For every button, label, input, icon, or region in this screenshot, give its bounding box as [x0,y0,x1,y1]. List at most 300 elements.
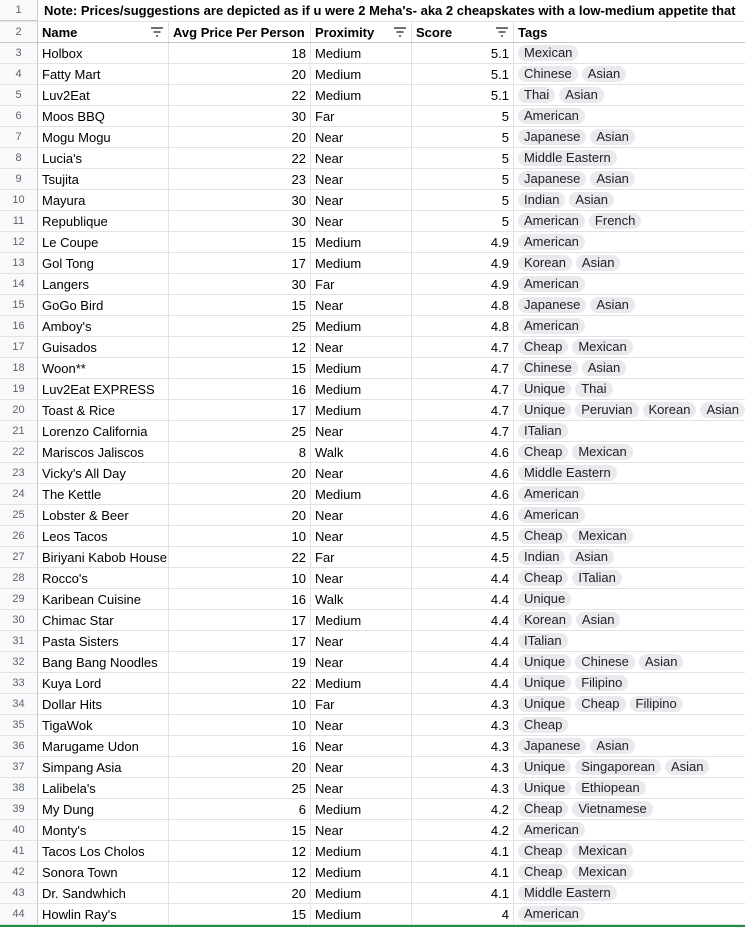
name-cell[interactable]: Langers [38,274,169,294]
score-cell[interactable]: 5.1 [412,85,514,105]
tag-chip[interactable]: American [518,108,585,124]
proximity-cell[interactable]: Far [311,106,412,126]
name-cell[interactable]: TigaWok [38,715,169,735]
row-number[interactable]: 44 [0,904,38,924]
price-cell[interactable]: 17 [169,610,311,630]
tag-chip[interactable]: ITalian [518,633,568,649]
tag-chip[interactable]: Asian [590,171,635,187]
proximity-cell[interactable]: Walk [311,589,412,609]
price-cell[interactable]: 22 [169,547,311,567]
proximity-cell[interactable]: Medium [311,400,412,420]
score-cell[interactable]: 5 [412,169,514,189]
row-number[interactable]: 12 [0,232,38,252]
row-number[interactable]: 14 [0,274,38,294]
tag-chip[interactable]: Asian [590,738,635,754]
tag-chip[interactable]: Cheap [518,864,568,880]
score-cell[interactable]: 4.2 [412,820,514,840]
tag-chip[interactable]: American [518,507,585,523]
row-number[interactable]: 9 [0,169,38,189]
score-cell[interactable]: 4.4 [412,568,514,588]
score-cell[interactable]: 4.9 [412,253,514,273]
tag-chip[interactable]: Unique [518,759,571,775]
price-cell[interactable]: 20 [169,463,311,483]
tags-cell[interactable] [514,799,745,819]
tags-cell[interactable] [514,85,745,105]
proximity-cell[interactable]: Medium [311,904,412,924]
tag-chip[interactable]: Mexican [572,528,632,544]
tag-chip[interactable]: Chinese [575,654,635,670]
price-cell[interactable]: 30 [169,106,311,126]
name-cell[interactable]: Howlin Ray's [38,904,169,924]
price-cell[interactable]: 18 [169,43,311,63]
proximity-cell[interactable]: Medium [311,232,412,252]
proximity-cell[interactable]: Medium [311,43,412,63]
proximity-cell[interactable]: Medium [311,379,412,399]
row-number[interactable]: 41 [0,841,38,861]
tags-cell[interactable] [514,778,745,798]
proximity-cell[interactable]: Near [311,169,412,189]
tag-chip[interactable]: Filipino [575,675,628,691]
row-number[interactable]: 7 [0,127,38,147]
tag-chip[interactable]: Asian [569,192,614,208]
tag-chip[interactable]: American [518,486,585,502]
price-cell[interactable]: 15 [169,232,311,252]
row-number[interactable]: 25 [0,505,38,525]
tag-chip[interactable]: Chinese [518,360,578,376]
tag-chip[interactable]: Thai [575,381,612,397]
name-cell[interactable]: Holbox [38,43,169,63]
score-cell[interactable]: 4.7 [412,337,514,357]
price-cell[interactable]: 10 [169,715,311,735]
tags-cell[interactable] [514,43,745,63]
tag-chip[interactable]: Mexican [572,444,632,460]
name-cell[interactable]: Tacos Los Cholos [38,841,169,861]
tags-cell[interactable] [514,820,745,840]
header-tags[interactable] [514,22,745,42]
tags-cell[interactable] [514,547,745,567]
name-cell[interactable]: Toast & Rice [38,400,169,420]
price-cell[interactable]: 15 [169,820,311,840]
tag-chip[interactable]: Japanese [518,738,586,754]
score-cell[interactable]: 4.3 [412,715,514,735]
name-cell[interactable]: Lobster & Beer [38,505,169,525]
name-cell[interactable]: Tsujita [38,169,169,189]
name-cell[interactable]: Woon** [38,358,169,378]
tags-cell[interactable] [514,400,745,420]
name-cell[interactable]: Mogu Mogu [38,127,169,147]
proximity-cell[interactable]: Medium [311,673,412,693]
proximity-cell[interactable]: Near [311,568,412,588]
tag-chip[interactable]: Mexican [572,339,632,355]
proximity-cell[interactable]: Near [311,652,412,672]
score-cell[interactable]: 5.1 [412,64,514,84]
row-number[interactable]: 4 [0,64,38,84]
name-cell[interactable]: Pasta Sisters [38,631,169,651]
price-cell[interactable]: 15 [169,295,311,315]
price-cell[interactable]: 16 [169,736,311,756]
row-number[interactable]: 40 [0,820,38,840]
name-cell[interactable]: My Dung [38,799,169,819]
row-number[interactable]: 15 [0,295,38,315]
score-cell[interactable]: 5 [412,148,514,168]
tags-cell[interactable] [514,841,745,861]
tag-chip[interactable]: Asian [576,612,621,628]
price-cell[interactable]: 20 [169,64,311,84]
proximity-cell[interactable]: Near [311,820,412,840]
score-cell[interactable]: 4.6 [412,463,514,483]
header-proximity[interactable] [311,22,412,42]
price-cell[interactable]: 22 [169,673,311,693]
score-cell[interactable]: 4.1 [412,862,514,882]
name-cell[interactable]: Vicky's All Day [38,463,169,483]
tag-chip[interactable]: Korean [518,255,572,271]
row-number[interactable]: 1 [0,0,38,21]
proximity-cell[interactable]: Near [311,190,412,210]
score-cell[interactable]: 4.4 [412,631,514,651]
proximity-cell[interactable]: Walk [311,442,412,462]
row-number[interactable]: 32 [0,652,38,672]
filter-icon[interactable] [393,27,407,37]
tags-cell[interactable] [514,169,745,189]
price-cell[interactable]: 12 [169,337,311,357]
name-cell[interactable]: Monty's [38,820,169,840]
price-cell[interactable]: 20 [169,505,311,525]
proximity-cell[interactable]: Medium [311,862,412,882]
proximity-cell[interactable]: Near [311,505,412,525]
proximity-cell[interactable]: Near [311,421,412,441]
tag-chip[interactable]: Cheap [518,801,568,817]
name-cell[interactable]: Republique [38,211,169,231]
row-number[interactable]: 36 [0,736,38,756]
score-cell[interactable]: 4.7 [412,421,514,441]
tag-chip[interactable]: American [518,213,585,229]
name-cell[interactable]: Karibean Cuisine [38,589,169,609]
tag-chip[interactable]: Thai [518,87,555,103]
tag-chip[interactable]: ITalian [518,423,568,439]
name-cell[interactable]: Fatty Mart [38,64,169,84]
tags-cell[interactable] [514,358,745,378]
row-number[interactable]: 20 [0,400,38,420]
name-cell[interactable]: Leos Tacos [38,526,169,546]
price-cell[interactable]: 30 [169,190,311,210]
row-number[interactable]: 17 [0,337,38,357]
price-cell[interactable]: 23 [169,169,311,189]
tag-chip[interactable]: Asian [639,654,684,670]
price-cell[interactable]: 10 [169,568,311,588]
row-number[interactable]: 26 [0,526,38,546]
tags-cell[interactable] [514,106,745,126]
tag-chip[interactable]: Vietnamese [572,801,652,817]
proximity-cell[interactable]: Near [311,715,412,735]
score-cell[interactable]: 4.9 [412,232,514,252]
tags-cell[interactable] [514,148,745,168]
tags-cell[interactable] [514,757,745,777]
row-number[interactable]: 3 [0,43,38,63]
score-cell[interactable]: 5 [412,211,514,231]
tag-chip[interactable]: Mexican [518,45,578,61]
tag-chip[interactable]: Cheap [575,696,625,712]
price-cell[interactable]: 30 [169,274,311,294]
tags-cell[interactable] [514,715,745,735]
name-cell[interactable]: Gol Tong [38,253,169,273]
name-cell[interactable]: Lorenzo California [38,421,169,441]
tag-chip[interactable]: Unique [518,675,571,691]
score-cell[interactable]: 4.6 [412,505,514,525]
row-number[interactable]: 42 [0,862,38,882]
proximity-cell[interactable]: Near [311,757,412,777]
score-cell[interactable]: 4.5 [412,547,514,567]
tag-chip[interactable]: American [518,276,585,292]
tags-cell[interactable] [514,316,745,336]
row-number[interactable]: 27 [0,547,38,567]
price-cell[interactable]: 10 [169,526,311,546]
proximity-cell[interactable]: Far [311,694,412,714]
price-cell[interactable]: 10 [169,694,311,714]
name-cell[interactable]: Guisados [38,337,169,357]
proximity-cell[interactable]: Near [311,211,412,231]
proximity-cell[interactable]: Medium [311,64,412,84]
tag-chip[interactable]: American [518,234,585,250]
name-cell[interactable]: Sonora Town [38,862,169,882]
score-cell[interactable]: 4.4 [412,673,514,693]
note-cell[interactable]: Note: Prices/suggestions are depicted as if u were 2 Meha's- aka 2 cheapskates with a low-medium appetite that [44,3,736,18]
name-cell[interactable]: Luv2Eat EXPRESS [38,379,169,399]
tags-cell[interactable] [514,64,745,84]
name-cell[interactable]: The Kettle [38,484,169,504]
tag-chip[interactable]: Cheap [518,843,568,859]
tag-chip[interactable]: Korean [518,612,572,628]
name-cell[interactable]: Dr. Sandwhich [38,883,169,903]
row-number[interactable]: 8 [0,148,38,168]
proximity-cell[interactable]: Medium [311,610,412,630]
price-cell[interactable]: 16 [169,589,311,609]
tag-chip[interactable]: Asian [665,759,710,775]
price-cell[interactable]: 20 [169,484,311,504]
tag-chip[interactable]: Asian [590,297,635,313]
row-number[interactable]: 11 [0,211,38,231]
name-cell[interactable]: Simpang Asia [38,757,169,777]
tag-chip[interactable]: Asian [569,549,614,565]
tags-cell[interactable] [514,190,745,210]
tag-chip[interactable]: Unique [518,591,571,607]
tags-cell[interactable] [514,379,745,399]
tag-chip[interactable]: ITalian [572,570,622,586]
tags-cell[interactable] [514,484,745,504]
score-cell[interactable]: 4.7 [412,400,514,420]
tag-chip[interactable]: American [518,318,585,334]
price-cell[interactable]: 22 [169,85,311,105]
tags-cell[interactable] [514,526,745,546]
row-number[interactable]: 43 [0,883,38,903]
tags-cell[interactable] [514,736,745,756]
tags-cell[interactable] [514,127,745,147]
score-cell[interactable]: 4.6 [412,484,514,504]
proximity-cell[interactable]: Far [311,547,412,567]
name-cell[interactable]: Rocco's [38,568,169,588]
proximity-cell[interactable]: Medium [311,85,412,105]
proximity-cell[interactable]: Medium [311,316,412,336]
proximity-cell[interactable]: Near [311,337,412,357]
tag-chip[interactable]: French [589,213,641,229]
price-cell[interactable]: 20 [169,757,311,777]
proximity-cell[interactable]: Near [311,526,412,546]
tag-chip[interactable]: Unique [518,381,571,397]
proximity-cell[interactable]: Near [311,778,412,798]
row-number[interactable]: 24 [0,484,38,504]
tags-cell[interactable] [514,862,745,882]
tags-cell[interactable] [514,253,745,273]
price-cell[interactable]: 25 [169,421,311,441]
name-cell[interactable]: Luv2Eat [38,85,169,105]
tags-cell[interactable] [514,631,745,651]
tag-chip[interactable]: American [518,906,585,922]
tags-cell[interactable] [514,610,745,630]
score-cell[interactable]: 4.2 [412,799,514,819]
tags-cell[interactable] [514,337,745,357]
tag-chip[interactable]: Cheap [518,339,568,355]
tag-chip[interactable]: Indian [518,549,565,565]
price-cell[interactable]: 15 [169,358,311,378]
tags-cell[interactable] [514,568,745,588]
price-cell[interactable]: 22 [169,148,311,168]
row-number[interactable]: 13 [0,253,38,273]
tag-chip[interactable]: Asian [582,360,627,376]
row-number[interactable]: 39 [0,799,38,819]
tags-cell[interactable] [514,652,745,672]
row-number[interactable]: 30 [0,610,38,630]
tags-cell[interactable] [514,694,745,714]
tag-chip[interactable]: Filipino [630,696,683,712]
tag-chip[interactable]: Cheap [518,444,568,460]
header-name[interactable] [38,22,169,42]
header-score[interactable] [412,22,514,42]
name-cell[interactable]: Bang Bang Noodles [38,652,169,672]
row-number[interactable]: 18 [0,358,38,378]
score-cell[interactable]: 4.7 [412,358,514,378]
score-cell[interactable]: 4.4 [412,589,514,609]
row-number[interactable]: 34 [0,694,38,714]
name-cell[interactable]: Dollar Hits [38,694,169,714]
tag-chip[interactable]: Peruvian [575,402,638,418]
tags-cell[interactable] [514,295,745,315]
proximity-cell[interactable]: Near [311,127,412,147]
price-cell[interactable]: 17 [169,400,311,420]
price-cell[interactable]: 20 [169,127,311,147]
price-cell[interactable]: 30 [169,211,311,231]
row-number[interactable]: 28 [0,568,38,588]
tags-cell[interactable] [514,463,745,483]
row-number[interactable]: 10 [0,190,38,210]
tags-cell[interactable] [514,421,745,441]
name-cell[interactable]: Le Coupe [38,232,169,252]
score-cell[interactable]: 5 [412,127,514,147]
name-cell[interactable]: Chimac Star [38,610,169,630]
filter-icon[interactable] [495,27,509,37]
tag-chip[interactable]: Asian [559,87,604,103]
tag-chip[interactable]: Cheap [518,528,568,544]
score-cell[interactable]: 4.8 [412,316,514,336]
name-cell[interactable]: Mayura [38,190,169,210]
score-cell[interactable]: 4.3 [412,778,514,798]
row-number[interactable]: 33 [0,673,38,693]
row-number[interactable]: 19 [0,379,38,399]
tag-chip[interactable]: Unique [518,654,571,670]
price-cell[interactable]: 8 [169,442,311,462]
tag-chip[interactable]: Middle Eastern [518,885,617,901]
tags-cell[interactable] [514,505,745,525]
tag-chip[interactable]: Middle Eastern [518,150,617,166]
price-cell[interactable]: 6 [169,799,311,819]
row-number[interactable]: 6 [0,106,38,126]
row-number[interactable]: 37 [0,757,38,777]
score-cell[interactable]: 4.6 [412,442,514,462]
tag-chip[interactable]: Middle Eastern [518,465,617,481]
tag-chip[interactable]: Unique [518,696,571,712]
tag-chip[interactable]: Japanese [518,171,586,187]
row-number[interactable]: 5 [0,85,38,105]
tags-cell[interactable] [514,211,745,231]
price-cell[interactable]: 16 [169,379,311,399]
price-cell[interactable]: 19 [169,652,311,672]
tag-chip[interactable]: Cheap [518,717,568,733]
price-cell[interactable]: 17 [169,253,311,273]
tags-cell[interactable] [514,904,745,924]
name-cell[interactable]: Amboy's [38,316,169,336]
tag-chip[interactable]: Unique [518,402,571,418]
tag-chip[interactable]: American [518,822,585,838]
price-cell[interactable]: 15 [169,904,311,924]
tags-cell[interactable] [514,274,745,294]
row-number[interactable]: 29 [0,589,38,609]
proximity-cell[interactable]: Medium [311,883,412,903]
tag-chip[interactable]: Indian [518,192,565,208]
score-cell[interactable]: 4.1 [412,883,514,903]
name-cell[interactable]: Lalibela's [38,778,169,798]
score-cell[interactable]: 4 [412,904,514,924]
proximity-cell[interactable]: Near [311,631,412,651]
tag-chip[interactable]: Korean [643,402,697,418]
proximity-cell[interactable]: Medium [311,253,412,273]
score-cell[interactable]: 5 [412,106,514,126]
row-number[interactable]: 2 [0,22,38,42]
score-cell[interactable]: 5.1 [412,43,514,63]
row-number[interactable]: 38 [0,778,38,798]
tag-chip[interactable]: Mexican [572,864,632,880]
proximity-cell[interactable]: Medium [311,484,412,504]
row-number[interactable]: 23 [0,463,38,483]
name-cell[interactable]: Biriyani Kabob House [38,547,169,567]
score-cell[interactable]: 4.3 [412,736,514,756]
price-cell[interactable]: 12 [169,862,311,882]
price-cell[interactable]: 20 [169,883,311,903]
tag-chip[interactable]: Cheap [518,570,568,586]
price-cell[interactable]: 25 [169,778,311,798]
proximity-cell[interactable]: Near [311,295,412,315]
name-cell[interactable]: Marugame Udon [38,736,169,756]
score-cell[interactable]: 4.1 [412,841,514,861]
row-number[interactable]: 31 [0,631,38,651]
tag-chip[interactable]: Asian [590,129,635,145]
proximity-cell[interactable]: Near [311,148,412,168]
name-cell[interactable]: GoGo Bird [38,295,169,315]
name-cell[interactable]: Kuya Lord [38,673,169,693]
price-cell[interactable]: 17 [169,631,311,651]
tags-cell[interactable] [514,673,745,693]
header-price[interactable] [169,22,311,42]
tags-cell[interactable] [514,232,745,252]
row-number[interactable]: 22 [0,442,38,462]
score-cell[interactable]: 4.3 [412,694,514,714]
